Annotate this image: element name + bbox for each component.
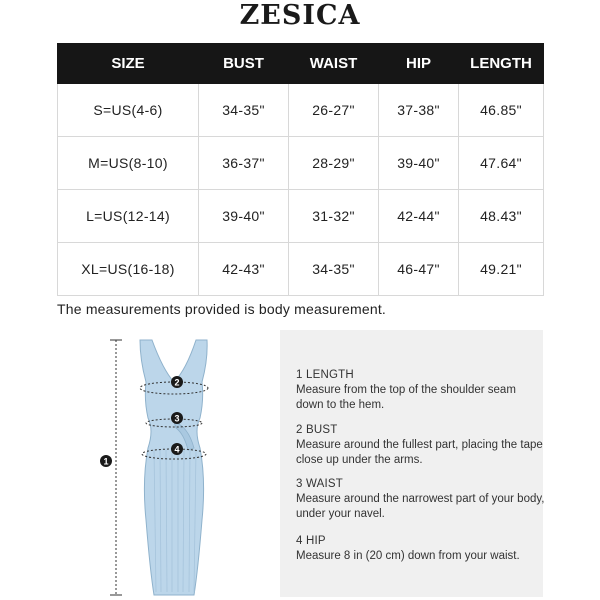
cell-length: 47.64" [459,137,544,190]
marker-4 [171,443,183,455]
instruction-heading: 1 LENGTH [296,369,354,381]
cell-size: L=US(12-14) [58,190,199,243]
cell-bust: 42-43" [199,243,289,296]
header-waist: WAIST [289,44,379,84]
cell-bust: 34-35" [199,84,289,137]
instruction-heading: 3 WAIST [296,478,343,490]
header-hip: HIP [379,44,459,84]
instruction-waist [296,477,546,522]
cell-hip: 42-44" [379,190,459,243]
marker-2 [171,376,183,388]
marker-3 [171,412,183,424]
table-row [58,243,544,296]
cell-bust: 36-37" [199,137,289,190]
cell-size: S=US(4-6) [58,84,199,137]
svg-text:4: 4 [174,444,180,455]
header-bust: BUST [199,44,289,84]
svg-text:1: 1 [103,456,109,467]
marker-1 [100,455,112,467]
cell-hip: 37-38" [379,84,459,137]
cell-waist: 34-35" [289,243,379,296]
cell-length: 49.21" [459,243,544,296]
instruction-text: Measure around the fullest part, placing the tape close up under the arms. [296,439,543,466]
table-row [58,84,544,137]
instruction-text: Measure around the narrowest part of your body, under your navel. [296,493,545,520]
cell-waist: 26-27" [289,84,379,137]
cell-bust: 39-40" [199,190,289,243]
instruction-text: Measure from the top of the shoulder seam down to the hem. [296,384,516,411]
svg-text:3: 3 [174,413,180,424]
instruction-heading: 2 BUST [296,424,338,436]
cell-hip: 46-47" [379,243,459,296]
cell-size: XL=US(16-18) [58,243,199,296]
header-length: LENGTH [459,44,544,84]
cell-length: 46.85" [459,84,544,137]
instruction-heading: 4 HIP [296,535,326,547]
cell-hip: 39-40" [379,137,459,190]
dress-measurement-figure [90,330,260,600]
cell-waist: 28-29" [289,137,379,190]
cell-waist: 31-32" [289,190,379,243]
header-size: SIZE [58,44,199,84]
instruction-length [296,368,546,413]
instruction-bust [296,423,546,468]
table-row [58,190,544,243]
instruction-text: Measure 8 in (20 cm) down from your waist. [296,550,520,562]
svg-text:2: 2 [174,377,180,388]
brand-logo: ZESICA [239,0,361,31]
table-header-row [58,44,544,84]
table-row [58,137,544,190]
size-chart-table [57,43,544,296]
measurement-note: The measurements provided is body measurement. [57,301,387,317]
cell-size: M=US(8-10) [58,137,199,190]
instruction-hip [296,534,546,564]
cell-length: 48.43" [459,190,544,243]
